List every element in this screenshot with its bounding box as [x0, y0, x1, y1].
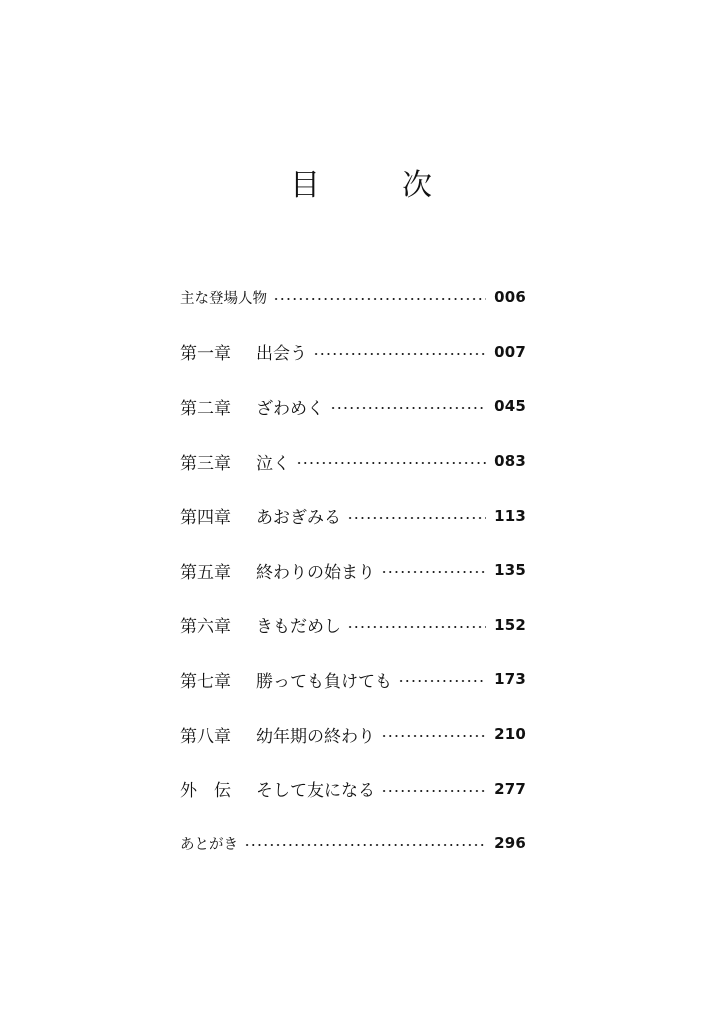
toc-row-chapter-6 [180, 598, 526, 653]
toc-entry-title: 泣く [256, 453, 290, 474]
toc-page-number: 152 [494, 615, 526, 634]
toc-page-number: 210 [494, 725, 526, 744]
toc-entry-title: 主な登場人物 [180, 290, 267, 307]
toc-page-number: 173 [494, 670, 526, 689]
dot-leader [381, 790, 486, 792]
toc-chapter-label: 第三章 [180, 453, 231, 474]
toc-chapter-label: 第八章 [180, 726, 231, 747]
dot-leader [273, 298, 486, 300]
toc-row-chapter-4 [180, 488, 526, 543]
toc-entry-title: きもだめし [256, 617, 341, 638]
dot-leader [347, 517, 486, 519]
toc-entry-title: 幼年期の終わり [256, 726, 375, 747]
dot-leader [330, 407, 486, 409]
toc-page-number: 083 [494, 452, 526, 471]
toc-row-chapter-7 [180, 652, 526, 707]
toc-page-number: 135 [494, 561, 526, 580]
toc-chapter-label: 外 伝 [180, 781, 231, 802]
toc-entry-title: あとがき [180, 836, 238, 853]
toc-row-chapter-3 [180, 434, 526, 489]
toc-chapter-label: 第四章 [180, 508, 231, 529]
page-title: 目 次 [290, 168, 458, 203]
toc-entry-title: 出会う [256, 344, 307, 365]
toc-entry-title: そして友になる [256, 781, 375, 802]
toc-chapter-label: 第七章 [180, 671, 231, 692]
toc-page-number: 296 [494, 834, 526, 853]
table-of-contents [180, 270, 526, 871]
toc-page-number: 007 [494, 342, 526, 361]
toc-entry-title: ざわめく [256, 398, 324, 419]
toc-page-number: 277 [494, 779, 526, 798]
toc-chapter-label: 第一章 [180, 344, 231, 365]
toc-chapter-label: 第六章 [180, 617, 231, 638]
toc-row-side-story [180, 761, 526, 816]
dot-leader [347, 626, 486, 628]
dot-leader [398, 680, 486, 682]
toc-row-afterword [180, 816, 526, 871]
toc-page-number: 113 [494, 506, 526, 525]
toc-row-chapter-8 [180, 707, 526, 762]
toc-row-characters [180, 270, 526, 325]
dot-leader [244, 844, 486, 846]
toc-row-chapter-1 [180, 325, 526, 380]
dot-leader [381, 571, 486, 573]
dot-leader [313, 353, 486, 355]
toc-row-chapter-5 [180, 543, 526, 598]
toc-page-number: 006 [494, 288, 526, 307]
toc-chapter-label: 第二章 [180, 398, 231, 419]
toc-entry-title: 勝っても負けても [256, 671, 392, 692]
dot-leader [296, 462, 486, 464]
toc-entry-title: 終わりの始まり [256, 562, 375, 583]
toc-page-number: 045 [494, 397, 526, 416]
dot-leader [381, 735, 486, 737]
toc-entry-title: あおぎみる [256, 508, 341, 529]
toc-row-chapter-2 [180, 379, 526, 434]
toc-chapter-label: 第五章 [180, 562, 231, 583]
